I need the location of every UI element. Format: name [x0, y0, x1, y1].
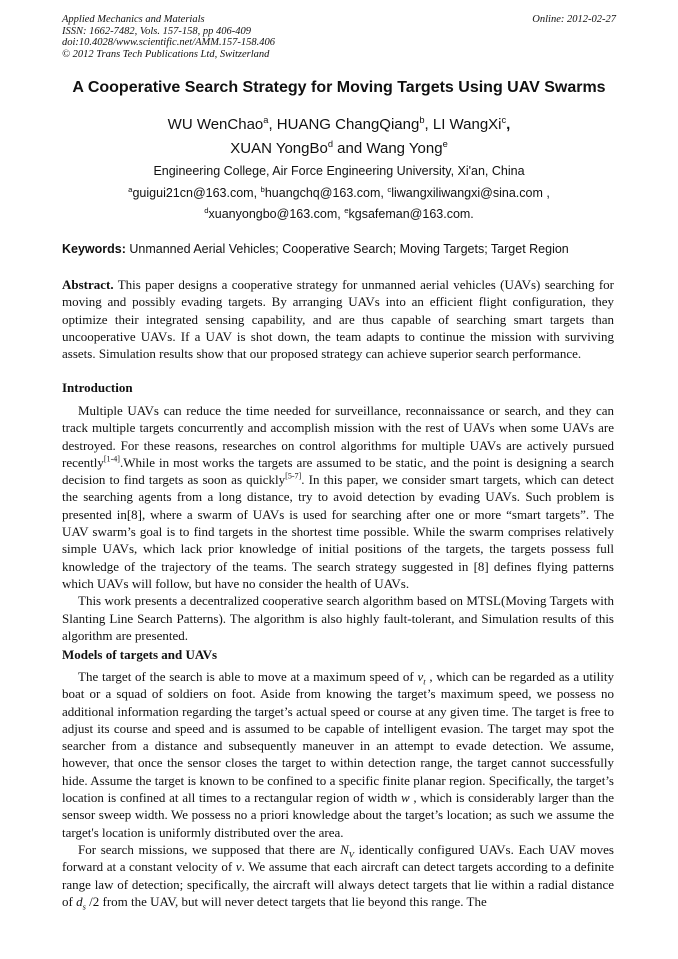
citation: [1-4]	[103, 454, 120, 464]
email[interactable]: xuanyongbo@163.com,	[208, 207, 345, 221]
issn-line: ISSN: 1662-7482, Vols. 157-158, pp 406-409	[62, 25, 251, 37]
email[interactable]: kgsafeman@163.com.	[348, 207, 474, 221]
abstract-text: This paper designs a cooperative strategy for unmanned aerial vehicles (UAVs) searching for moving and possibly evading targets. By arranging UAVs into an efficient flight configuration, they optimize their integrated sensing capability, and are thus capable of searching smart targets than uncooperative UAVs. If a UAV is shot down, the team adapts to continue the mission with surviving assets. Simulation results show that our proposed strategy can achieve superior search performance.	[62, 277, 614, 362]
email[interactable]: liwangxiliwangxi@sina.com ,	[391, 186, 550, 200]
math-subscript: V	[348, 849, 354, 860]
author-line-1	[0, 116, 678, 133]
math-symbol: N	[340, 841, 349, 857]
paragraph	[62, 841, 614, 910]
email-sup: d	[204, 205, 209, 215]
paragraph	[62, 402, 614, 592]
abstract	[62, 276, 614, 362]
email-sup: a	[128, 184, 133, 194]
math-vt	[417, 669, 426, 687]
email[interactable]: huangchq@163.com,	[264, 186, 388, 200]
email-sup: b	[260, 184, 265, 194]
math-w: w	[400, 790, 410, 806]
text-run: /2 from the UAV, but will never detect targets that lie beyond this range. The	[85, 893, 487, 909]
text-run: . In this paper, we consider smart targets, which can detect the searching agents from a long distance, try to avoid detection by evading UAVs. Such problem is presented in[8], where a swarm of UAVs is used for searching after one or more “smart targets”. The UAV swarm’s goal is to find targets in the shortest time possible. While the swarm comprises relatively simple UAVs, which lack prior knowledge of initial positions of the targets, the targets possess full knowledge of the trajectory of the teams. The search strategy suggested in [8] defines flying patterns which UAVs will follow, but have no consider the health of UAVs.	[62, 472, 614, 591]
author-name: XUAN YongBo	[230, 140, 328, 157]
text-run: The target of the search is able to move at a maximum speed of	[78, 669, 418, 684]
author-sup: d	[327, 139, 334, 149]
author-name: , LI WangXi	[424, 116, 502, 133]
email-sup: e	[344, 205, 349, 215]
math-symbol: v	[417, 669, 424, 684]
text-run: , which is considerably larger than the sensor sweep width. We possess no a priori knowledge about the target’s location; as such we assume the target's location is uniformly distributed over the area.	[62, 790, 614, 840]
affiliation: Engineering College, Air Force Engineering University, Xi'an, China	[153, 164, 525, 178]
doi-line: doi:10.4028/www.scientific.net/AMM.157-158.406	[62, 37, 275, 49]
author-sup: a	[263, 115, 269, 125]
author-sup: b	[419, 115, 425, 125]
models-body	[62, 668, 614, 910]
introduction-body	[62, 402, 614, 644]
text-run: .While in most works the targets are assumed to be static, and the point is designing a search decision to find targets as soon as quickly	[62, 454, 614, 488]
author-line-2	[0, 140, 678, 157]
email[interactable]: guigui21cn@163.com,	[132, 186, 261, 200]
math-ds	[76, 893, 86, 912]
section-heading-models: Models of targets and UAVs	[62, 647, 218, 662]
author-name: WU WenChao	[167, 116, 264, 133]
keywords-label: Keywords:	[62, 242, 126, 256]
author-comma: ,	[506, 116, 511, 133]
keywords	[62, 242, 622, 256]
author-sup: e	[442, 139, 448, 149]
email-line-1	[0, 186, 678, 200]
section-heading-introduction: Introduction	[62, 380, 133, 395]
online-date: Online: 2012-02-27	[532, 14, 616, 25]
text-run: For search missions, we supposed that there are	[78, 841, 341, 857]
author-sup: c	[501, 115, 507, 125]
text-run: Multiple UAVs can reduce the time needed for surveillance, reconnaissance or search, and they can track multiple targets concurrently and accomplish mission with the rest of UAVs when some UAVs are destroyed. For these reasons, researches on control algorithms for multiple UAVs are actively pursued recently	[62, 403, 614, 470]
text-run: . We assume that each aircraft can detect targets according to a definite range law of detection; specifically, the aircraft will always detect targets that lie within a radial distance of	[62, 859, 614, 909]
math-v: v	[235, 859, 242, 875]
paper-title: A Cooperative Search Strategy for Moving Targets Using UAV Swarms	[72, 79, 606, 96]
text-run: identically configured UAVs. Each UAV moves forward at a constant velocity of	[62, 841, 614, 875]
math-symbol: d	[76, 893, 83, 909]
text-run: , which can be regarded as a utility boat or a squad of soldiers on foot. Aside from knowing the target’s maximum speed, we possess no additional information regarding the target’s actual speed or course at any given time. The target is free to adjust its course and speed and is assumed to be capable of intelligent evasion. The target may spot the searcher from a distance and subsequently maneuver in an attempt to evade detection. We assume, however, that once the sensor closes the target to within detection range, the target cannot successfully hide. Assume the target is known to be confined to a specific finite planar region. Specifically, the target’s location is confined at all times to a rectangular region of width	[62, 669, 614, 806]
journal-header	[62, 14, 616, 60]
math-nv	[340, 841, 354, 860]
citation: [5-7]	[285, 471, 302, 481]
author-name: , HUANG ChangQiang	[268, 116, 420, 133]
paragraph: This work presents a decentralized cooperative search algorithm based on MTSL(Moving Targets with Slanting Line Search Patterns). The algorithm is also highly fault-tolerant, and Simulation results of this algorithm are presented.	[62, 593, 614, 643]
journal-name: Applied Mechanics and Materials	[62, 14, 205, 25]
abstract-label: Abstract.	[62, 277, 114, 292]
email-line-2	[0, 207, 678, 221]
keywords-text: Unmanned Aerial Vehicles; Cooperative Search; Moving Targets; Target Region	[125, 242, 569, 256]
email-sup: c	[387, 184, 392, 194]
paragraph	[62, 668, 614, 841]
copyright-line: © 2012 Trans Tech Publications Ltd, Switzerland	[62, 48, 270, 60]
author-name: and Wang Yong	[333, 140, 443, 157]
math-subscript: t	[423, 676, 426, 687]
math-subscript: s	[82, 901, 86, 912]
